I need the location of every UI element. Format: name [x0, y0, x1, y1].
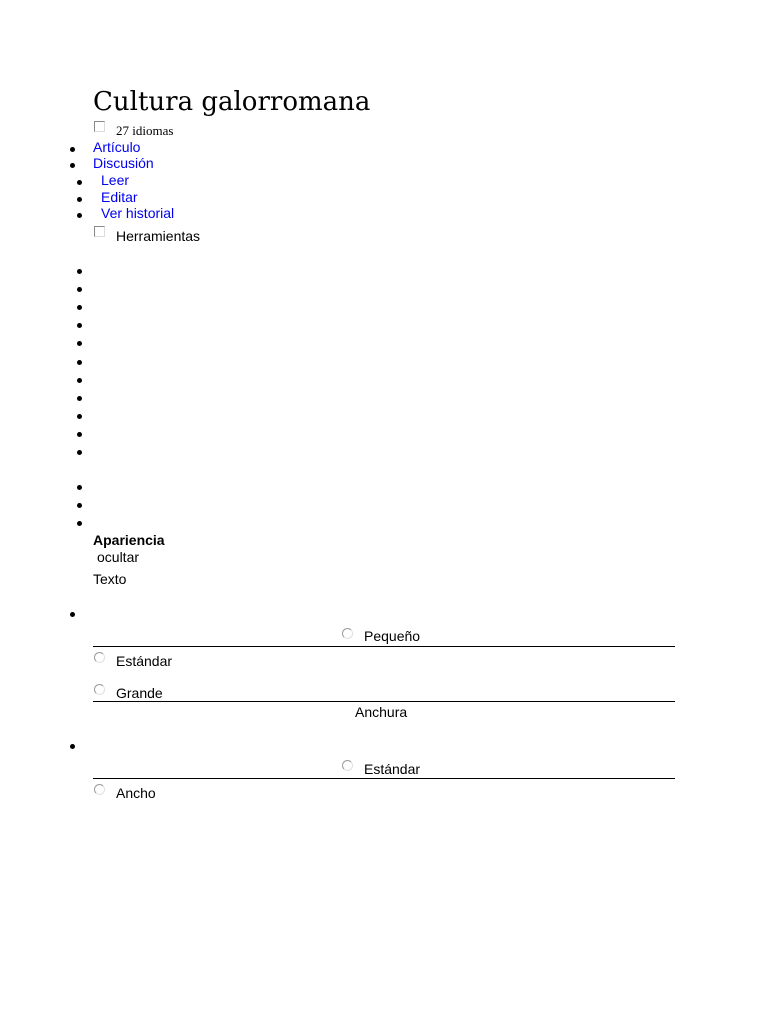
radio-text-small[interactable] [342, 628, 353, 639]
radio-text-standard-label[interactable]: Estándar [116, 653, 173, 669]
text-section-label: Texto [93, 571, 127, 587]
languages-checkbox[interactable] [94, 121, 105, 132]
tool-list-item [77, 414, 82, 419]
bullet [70, 744, 75, 749]
radio-text-small-label[interactable]: Pequeño [364, 628, 421, 644]
bullet [77, 180, 82, 185]
page-title: Cultura galorromana [93, 87, 371, 117]
divider [93, 646, 675, 647]
bullet [77, 197, 82, 202]
bullet [70, 163, 75, 168]
tool-list-item [77, 269, 82, 274]
tab-edit[interactable]: Editar [101, 189, 138, 205]
radio-width-standard-label[interactable]: Estándar [364, 761, 421, 777]
tools-checkbox[interactable] [94, 226, 105, 237]
radio-text-large-label[interactable]: Grande [116, 685, 163, 701]
tool-list-item [77, 323, 82, 328]
bullet [77, 213, 82, 218]
tab-read[interactable]: Leer [101, 172, 130, 188]
divider [93, 701, 675, 702]
tool-list-item [77, 521, 82, 526]
tool-list-item [77, 432, 82, 437]
radio-width-wide[interactable] [94, 784, 105, 795]
tool-list-item [77, 287, 82, 292]
appearance-heading: Apariencia [93, 532, 165, 548]
radio-width-wide-label[interactable]: Ancho [116, 785, 156, 801]
tool-list-item [77, 360, 82, 365]
divider [93, 778, 675, 779]
width-section-label: Anchura [355, 704, 408, 720]
tool-list-item [77, 450, 82, 455]
tab-article[interactable]: Artículo [93, 139, 141, 155]
tool-list-item [77, 378, 82, 383]
bullet [70, 612, 75, 617]
tab-history[interactable]: Ver historial [101, 205, 175, 221]
bullet [70, 147, 75, 152]
radio-text-standard[interactable] [94, 652, 105, 663]
tool-list-item [77, 341, 82, 346]
tool-list-item [77, 485, 82, 490]
hide-button[interactable]: ocultar [97, 549, 140, 565]
radio-width-standard[interactable] [342, 760, 353, 771]
tool-list-item [77, 305, 82, 310]
tool-list-item [77, 396, 82, 401]
tool-list-item [77, 503, 82, 508]
tab-discussion[interactable]: Discusión [93, 155, 154, 171]
radio-text-large[interactable] [94, 684, 105, 695]
tools-label[interactable]: Herramientas [116, 228, 201, 244]
languages-label[interactable]: 27 idiomas [116, 123, 174, 138]
